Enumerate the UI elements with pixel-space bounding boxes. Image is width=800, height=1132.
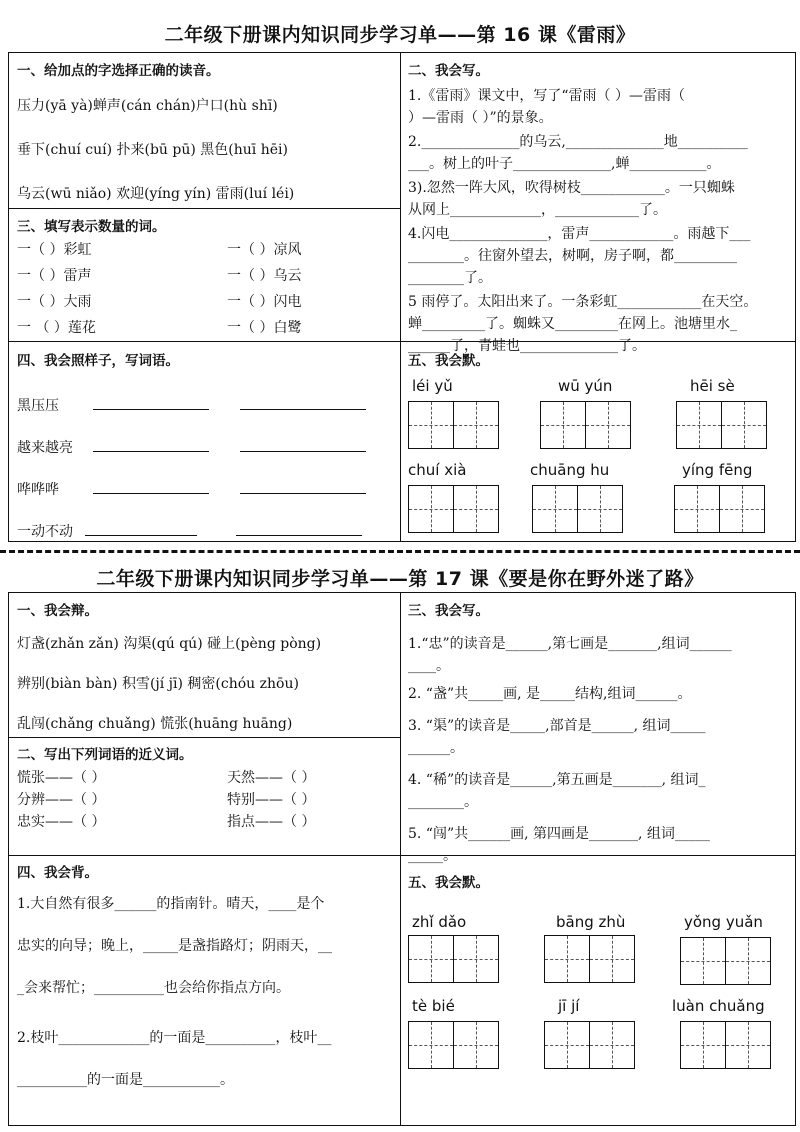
section-pinyin-choice (17, 59, 395, 202)
tianzige-box[interactable] (720, 485, 765, 533)
section-word-pattern (17, 349, 395, 540)
column-divider (400, 593, 401, 1125)
tianzige-box[interactable] (544, 1021, 590, 1069)
recite-line: 2.枝叶_____________的一面是__________，枝叶__ (17, 1030, 332, 1046)
section-heading: 五、我会默。 (408, 353, 489, 369)
tianzige-pair (408, 485, 499, 533)
tianzige-box[interactable] (408, 401, 454, 449)
pinyin-label: tè bié (412, 997, 455, 1015)
section-heading: 四、我会背。 (17, 865, 98, 881)
tianzige-box[interactable] (578, 485, 623, 533)
answer-blank[interactable] (240, 437, 366, 452)
writing-line: ______了，青蛙也______________了。 (408, 338, 646, 354)
synonym-item: 特别——（ ） (227, 792, 316, 808)
row-divider (9, 855, 795, 856)
tianzige-pair (674, 485, 765, 533)
tianzige-pair (544, 935, 635, 983)
tianzige-box[interactable] (454, 485, 499, 533)
tianzige-box[interactable] (590, 935, 635, 983)
writing-line: ____。 (408, 658, 450, 674)
answer-blank[interactable] (93, 437, 209, 452)
pinyin-choice-row: 垂下(chuí cuí) 扑来(bū pū) 黑色(huī hēi) (17, 142, 288, 158)
sheet1-title: 二年级下册课内知识同步学习单——第 16 课《雷雨》 (164, 24, 636, 46)
tianzige-pair (540, 401, 631, 449)
tianzige-box[interactable] (674, 485, 720, 533)
writing-line: 蝉_________了。蜘蛛又_________在网上。池塘里水_ (408, 316, 737, 332)
row-divider (9, 341, 795, 342)
tianzige-box[interactable] (586, 401, 631, 449)
quantity-item: 一（ ）白鹭 (227, 320, 302, 336)
tianzige-box[interactable] (544, 935, 590, 983)
writing-line: ______。 (408, 740, 464, 756)
quantity-item: 一（ ）闪电 (227, 294, 302, 310)
writing-line: ）—雷雨（ ）”的景象。 (408, 110, 553, 126)
sheet2-table (8, 592, 796, 1126)
section-quantity-words (17, 215, 395, 336)
tianzige-box[interactable] (454, 401, 499, 449)
sheet2-title: 二年级下册课内知识同步学习单——第 17 课《要是你在野外迷了路》 (96, 568, 704, 590)
section-heading: 四、我会照样子，写词语。 (17, 353, 179, 369)
section-writing (408, 59, 790, 354)
quantity-item: 一（ ）凉风 (227, 242, 302, 258)
section-heading: 二、我会写。 (408, 63, 489, 79)
tianzige-pair (680, 937, 771, 985)
quantity-item: 一（ ）彩虹 (17, 242, 92, 258)
pinyin-label: luàn chuǎng (672, 997, 765, 1015)
pinyin-label: yǒng yuǎn (684, 913, 763, 931)
pinyin-choice-row: 乌云(wū niǎo) 欢迎(yíng yín) 雷雨(luí léi) (17, 186, 295, 202)
section-heading: 一、我会辩。 (17, 603, 98, 619)
writing-line: ___。树上的叶子______________,蝉___________。 (408, 156, 721, 172)
synonym-item: 慌张——（ ） (17, 770, 106, 786)
distinguish-row: 灯盏(zhǎn zǎn) 沟渠(qú qú) 碰上(pèng pòng) (17, 636, 322, 652)
pattern-example: 黑压压 (17, 398, 59, 414)
tianzige-box[interactable] (726, 937, 771, 985)
pattern-example: 哗哗哗 (17, 482, 59, 498)
writing-line: ________。 (408, 794, 478, 810)
tianzige-box[interactable] (676, 401, 722, 449)
tianzige-box[interactable] (540, 401, 586, 449)
pattern-row (17, 479, 366, 499)
pinyin-label: wū yún (558, 377, 613, 395)
tianzige-pair (408, 1021, 499, 1069)
tianzige-pair (676, 401, 767, 449)
writing-line: 1.“忠”的读音是______,第七画是_______,组词______ (408, 636, 732, 652)
writing-line: 从网上_____________，____________了。 (408, 202, 667, 218)
pinyin-label: chuí xià (408, 461, 467, 479)
tianzige-pair (680, 1021, 771, 1069)
pattern-row (17, 437, 366, 457)
section-recite (17, 861, 395, 1088)
writing-line: 1.《雷雨》课文中，写了“雷雨（ ）—雷雨（ (408, 88, 685, 104)
pinyin-label: yíng fēng (682, 461, 753, 479)
quantity-item: 一（ ）雷声 (17, 268, 92, 284)
tianzige-box[interactable] (726, 1021, 771, 1069)
tianzige-box[interactable] (680, 937, 726, 985)
pinyin-label: hēi sè (690, 377, 735, 395)
tianzige-box[interactable] (590, 1021, 635, 1069)
writing-line: 3).忽然一阵大风，吹得树枝____________。一只蜘蛛 (408, 180, 735, 196)
quantity-item: 一 （ ）莲花 (17, 320, 96, 336)
pinyin-label: jī jí (558, 997, 580, 1015)
section-heading: 一、给加点的字选择正确的读音。 (17, 63, 220, 79)
writing-line: _____。 (408, 848, 457, 864)
row-divider (9, 208, 400, 209)
section-dictation (408, 349, 790, 537)
tianzige-box[interactable] (532, 485, 578, 533)
writing-line: 3. “渠”的读音是_____,部首是______, 组词_____ (408, 718, 706, 734)
pattern-example: 越来越亮 (17, 440, 73, 456)
section-heading: 三、填写表示数量的词。 (17, 219, 166, 235)
tianzige-box[interactable] (722, 401, 767, 449)
pinyin-label: zhǐ dǎo (412, 913, 467, 931)
quantity-item: 一（ ）乌云 (227, 268, 302, 284)
sheet1-table (8, 52, 796, 542)
writing-line: 4.闪电______________，雷声____________。雨越下___ (408, 226, 751, 242)
section-dictation (408, 861, 790, 1015)
pattern-example: 一动不动 (17, 524, 73, 540)
section-synonyms (17, 743, 395, 830)
writing-line: ________了。 (408, 270, 492, 286)
column-divider (400, 53, 401, 541)
tianzige-box[interactable] (454, 935, 499, 983)
answer-blank[interactable] (236, 521, 362, 536)
section-heading: 三、我会写。 (408, 603, 489, 619)
tianzige-pair (544, 1021, 635, 1069)
tianzige-box[interactable] (454, 1021, 499, 1069)
recite-line: 忠实的向导；晚上，_____是盏指路灯；阴雨天，__ (17, 938, 332, 954)
writing-line: 5. “闯”共______画, 第四画是_______, 组词_____ (408, 826, 710, 842)
answer-blank[interactable] (85, 521, 197, 536)
distinguish-row: 乱闯(chǎng chuǎng) 慌张(huāng huāng) (17, 716, 293, 732)
synonym-item: 指点——（ ） (227, 814, 316, 830)
writing-line: 4. “稀”的读音是______,第五画是_______, 组词_ (408, 772, 706, 788)
section-writing (408, 599, 790, 864)
synonym-item: 分辨——（ ） (17, 792, 106, 808)
pinyin-choice-row: 压力(yā yà)蝉声(cán chán)户口(hù shī) (17, 98, 278, 114)
pattern-row (17, 521, 362, 541)
recite-line: __________的一面是___________。 (17, 1072, 234, 1088)
quantity-item: 一（ ）大雨 (17, 294, 92, 310)
tianzige-pair (408, 935, 499, 983)
writing-line: 2.______________的乌云,______________地__________ (408, 134, 748, 150)
pinyin-label: chuāng hu (530, 461, 610, 479)
tianzige-box[interactable] (408, 485, 454, 533)
tianzige-box[interactable] (408, 1021, 454, 1069)
synonym-item: 忠实——（ ） (17, 814, 106, 830)
tianzige-box[interactable] (408, 935, 454, 983)
answer-blank[interactable] (240, 479, 366, 494)
tianzige-box[interactable] (680, 1021, 726, 1069)
synonym-item: 天然——（ ） (227, 770, 316, 786)
writing-line: 2. “盏”共_____画, 是_____结构,组词______。 (408, 686, 692, 702)
section-distinguish (17, 599, 395, 732)
answer-blank[interactable] (240, 395, 366, 410)
answer-blank[interactable] (93, 479, 209, 494)
recite-line: 1.大自然有很多______的指南针。晴天，____是个 (17, 896, 325, 912)
writing-line: ________。往窗外望去，树啊，房子啊，都_________ (408, 248, 737, 264)
pattern-row (17, 395, 366, 415)
tianzige-pair (408, 401, 499, 449)
pinyin-label: bāng zhù (556, 913, 626, 931)
answer-blank[interactable] (93, 395, 209, 410)
distinguish-row: 辨别(biàn bàn) 积雪(jí jī) 稠密(chóu zhōu) (17, 676, 299, 692)
section-heading: 五、我会默。 (408, 875, 489, 891)
pinyin-label: léi yǔ (412, 377, 453, 395)
recite-line: _会来帮忙；__________也会给你指点方向。 (17, 980, 290, 996)
row-divider (9, 737, 400, 738)
writing-line: 5 雨停了。太阳出来了。一条彩虹____________在天空。 (408, 294, 758, 310)
tianzige-pair (532, 485, 623, 533)
section-heading: 二、写出下列词语的近义词。 (17, 747, 193, 763)
cut-line-divider (0, 550, 800, 553)
